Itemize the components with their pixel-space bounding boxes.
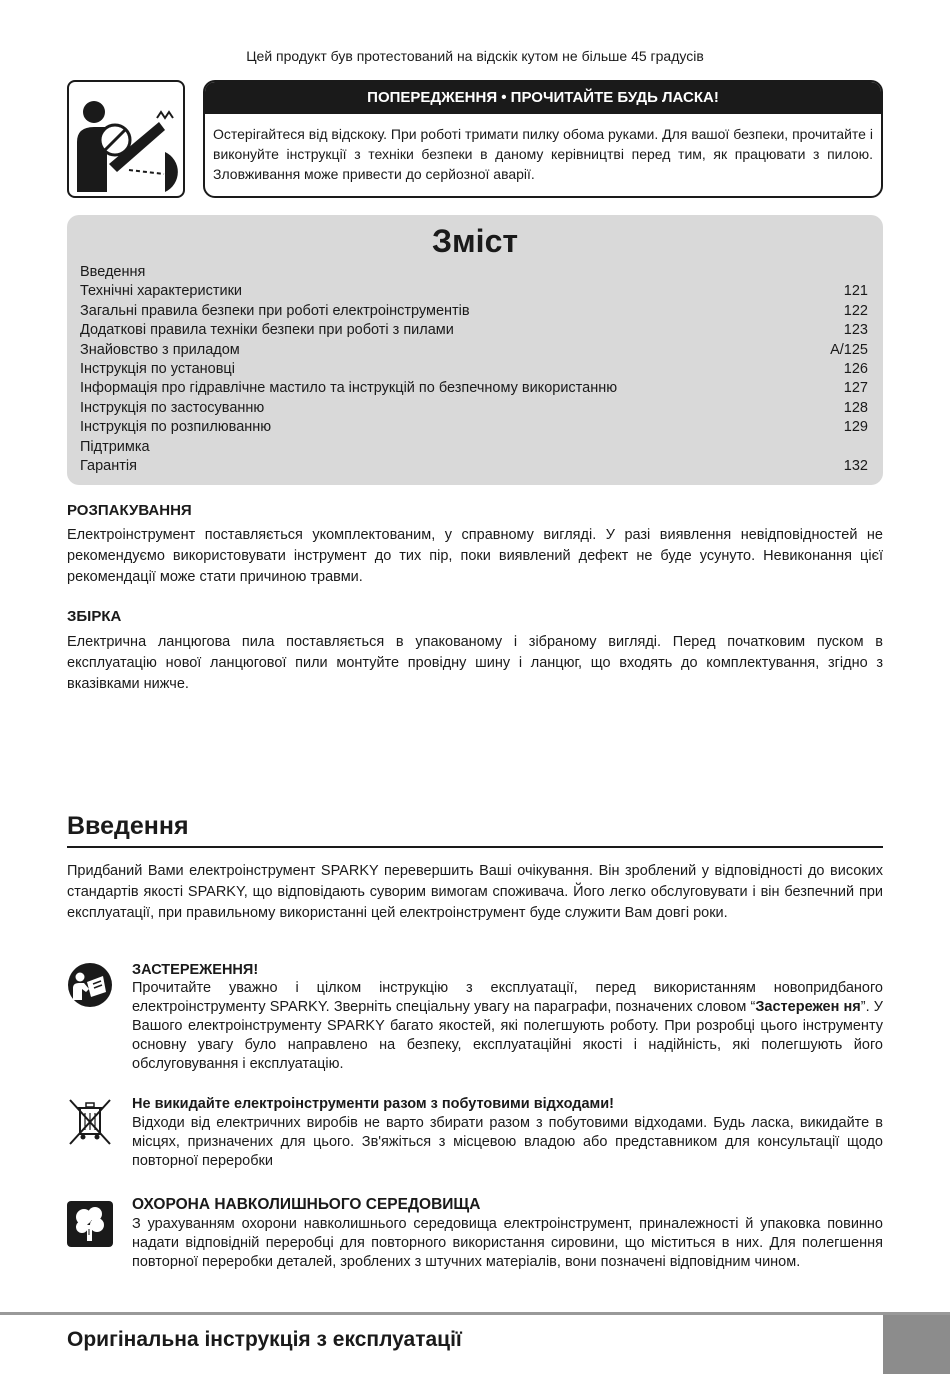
test-angle-note: Цей продукт був протестований на відскік кутом не більше 45 градусів [246, 48, 704, 64]
warning-text: Остерігайтеся від відскоку. При роботі тримати пилку обома руками. Для вашої безпеки, прочитайте і виконуйте інструкції з техніки безпеки в даному керівництві перед тим, як працювати з пилою. Зловживання може привести до серйозної аварії. [213, 126, 873, 182]
toc-item [80, 360, 868, 379]
toc-item-page: 122 [843, 302, 868, 319]
toc-item-label: Введення [80, 264, 146, 280]
assembly-heading: ЗБІРКА [67, 608, 122, 625]
toc-item-page: 127 [843, 380, 868, 397]
toc-item-page: 126 [843, 360, 868, 377]
intro-text: Придбаний Вами електроінструмент SPARKY перевершить Ваші очікування. Він зроблений у відповідності до високих стандартів якості SPARKY, що відповідають суворим вимогам споживача. Його легко обслуговувати і він безпечний при експлуатації, при правильному використанні цей електроінструмент буде служити Вам довгі роки. [67, 863, 883, 921]
toc-item [80, 438, 868, 457]
toc-item-page: 129 [843, 419, 868, 436]
caution-text-part: ”. У Вашого електроінструменту SPARKY багато якостей, які полегшують роботу. При розробці цього інструменту основну увагу було направлено на безпеку, експлуатаційні якості і надійність, які полегшують його обслуговування і експлуатацію. [132, 999, 883, 1072]
toc-item [80, 302, 868, 321]
warning-heading: ПОПЕРЕДЖЕННЯ • ПРОЧИТАЙТЕ БУДЬ ЛАСКА! [205, 82, 881, 114]
toc-item [80, 282, 868, 301]
caution-text [132, 979, 883, 1074]
footer-title: Оригінальна інструкція з експлуатації [67, 1328, 462, 1351]
environment-heading: ОХОРОНА НАВКОЛИШНЬОГО СЕРЕДОВИЩА [132, 1196, 481, 1213]
disposal-heading: Не викидайте електроінструменти разом з побутовими відходами! [132, 1096, 614, 1112]
intro-title: Введення [67, 812, 189, 840]
toc-item-label: Інформація про гідравлічне мастило та інструкцій по безпечному використанню [80, 380, 618, 397]
unpacking-text: Електроінструмент поставляється укомплектованим, у справному вигляді. У разі виявлення невідповідностей не рекомендуємо використовувати інструмент до тих пір, поки виявлений дефект не буде усунуто. Невиконання цієї рекомендації може стати причиною травми. [67, 527, 883, 585]
footer-divider [0, 1312, 950, 1315]
toc-item-label: Гарантія [80, 457, 137, 474]
toc-item-label: Додаткові правила техніки безпеки при роботі з пилами [80, 322, 454, 339]
toc-item [80, 457, 868, 476]
toc-item-label: Знайовство з приладом [80, 341, 240, 358]
toc-item-label: Загальні правила безпеки при роботі електроінструментів [80, 302, 470, 319]
toc-title: Зміст [431, 223, 519, 259]
caution-heading: ЗАСТЕРЕЖЕННЯ! [132, 962, 259, 978]
toc-item-label: Технічні характеристики [80, 283, 243, 300]
table-of-contents [67, 215, 883, 485]
unpacking-heading: РОЗПАКУВАННЯ [67, 502, 192, 519]
toc-item-page: A/125 [830, 341, 868, 358]
toc-item [80, 379, 868, 398]
toc-item [80, 399, 868, 418]
toc-item-label: Інструкція по установці [80, 360, 235, 377]
toc-item-page: 123 [843, 322, 868, 339]
environment-text: З урахуванням охорони навколишнього середовища електроінструмент, приналежності й упаковка повинно надати відповідній переробці для повторного використання сировини, що міститься в них. Для полегшення повторної переробки деталей, зроблених з штучних матеріалів, вони позначені відповідним чином. [132, 1216, 883, 1270]
toc-item-label: Інструкція по застосуванню [80, 399, 265, 416]
toc-item [80, 321, 868, 340]
toc-item [80, 263, 868, 282]
toc-item [80, 418, 868, 437]
read-manual-icon [67, 962, 113, 1008]
page-tab [883, 1315, 950, 1374]
toc-item-page: 128 [843, 399, 868, 416]
toc-item-label: Підтримка [80, 438, 150, 455]
toc-item-page: 132 [843, 457, 868, 474]
intro-divider [67, 846, 883, 848]
toc-item-page: 121 [843, 283, 868, 300]
assembly-text: Електрична ланцюгова пила поставляється в упакованому і зібраному вигляді. Перед початковим пуском в експлуатацію нової ланцюгової пили монтуйте провідну шину і ланцюг, що входять до комплектування, згідно з вказівками нижче. [67, 634, 883, 692]
warning-box [203, 80, 883, 198]
disposal-text: Відходи від електричних виробів не варто збирати разом з побутовими відходами. Будь ласка, викидайте в місцях, призначених для цього. Зв'яжіться з місцевою владою або представником для консультації щодо повторної переробки [132, 1115, 883, 1169]
crossed-bin-icon [67, 1098, 113, 1144]
toc-item [80, 341, 868, 360]
toc-list [80, 263, 868, 476]
toc-item-label: Інструкція по розпилюванню [80, 419, 272, 436]
environment-tree-icon [67, 1201, 113, 1247]
caution-keyword: Застережен ня [755, 999, 861, 1015]
kickback-warning-icon [67, 80, 185, 198]
caution-text-part: Прочитайте уважно і цілком інструкцію з експлуатації, перед використанням новопридбаного електроінструменту SPARKY. Зверніть спеціальну увагу на параграфи, позначених словом “ [132, 980, 883, 1015]
